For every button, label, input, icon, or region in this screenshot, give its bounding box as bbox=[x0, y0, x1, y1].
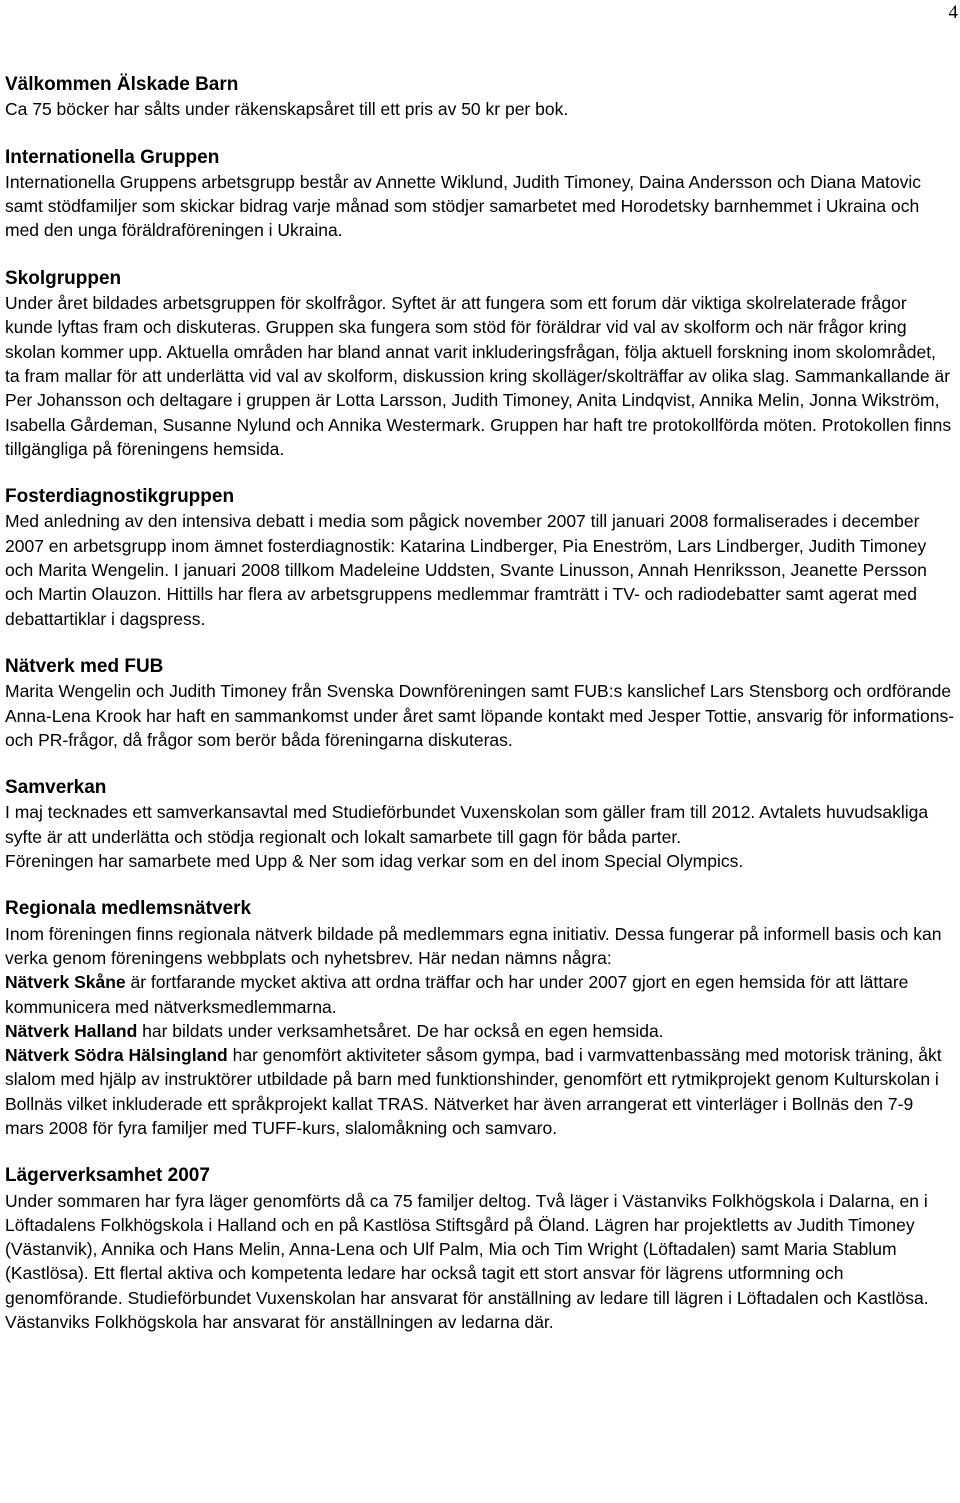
section-paragraph: Med anledning av den intensiva debatt i media som pågick november 2007 till januari 2008 formaliserades i december 2007 en arbetsgrupp inom ämnet fosterdiagnostik: Katarina Lindberger, Pia Eneström, Lars Lindberger, Judith Timoney och Marita Wengelin. I januari 2008 tillkom Madeleine Uddsten, Svante Linusson, Annah Henriksson, Jeanette Persson och Martin Olauzon. Hittills har flera av arbetsgruppens medlemmar framträtt i TV- och radiodebatter samt agerat med debattartiklar i dagspress. bbox=[5, 511, 927, 629]
section-regionala-medlemsnatverk bbox=[5, 897, 955, 1140]
section-heading: Regionala medlemsnätverk bbox=[5, 898, 252, 920]
section-alskade-barn bbox=[5, 73, 955, 122]
section-natverk-med-fub bbox=[5, 655, 955, 752]
section-heading: Välkommen Älskade Barn bbox=[5, 74, 239, 95]
page-number: 4 bbox=[948, 2, 958, 23]
network-skane-paragraph bbox=[5, 970, 955, 1019]
section-skolgruppen bbox=[5, 267, 955, 461]
network-halsingland-name: Nätverk Södra Hälsingland bbox=[5, 1045, 228, 1066]
section-paragraph: Marita Wengelin och Judith Timoney från Svenska Downföreningen samt FUB:s kanslichef Lars Stensborg och ordförande Anna-Lena Krook har haft en sammankomst under året samt löpande kontakt med Jesper Tottie, ansvarig för informations- och PR-frågor, då frågor som berör båda föreningarna diskuteras. bbox=[5, 681, 955, 750]
network-halsingland-text: har genomfört aktiviteter såsom gympa, bad i varmvattenbassäng med motorisk träning, åkt slalom med hjälp av instruktörer utbildade på barn med funktionshinder, genomfört ett rytmikprojekt genom Kulturskolan i Bollnäs vilket inkluderade ett språkprojekt kallat TRAS. Nätverket har även arrangerat ett vinterläger i Bollnäs den 7-9 mars 2008 för fyra familjer med TUFF-kurs, slalomåkning och samvaro. bbox=[5, 1045, 942, 1138]
section-samverkan bbox=[5, 776, 955, 873]
section-fosterdiagnostikgruppen bbox=[5, 485, 955, 631]
network-skane-name: Nätverk Skåne bbox=[5, 972, 126, 993]
section-heading: Fosterdiagnostikgruppen bbox=[5, 486, 235, 508]
section-paragraph: I maj tecknades ett samverkansavtal med Studieförbundet Vuxenskolan som gäller fram till 2012. Avtalets huvudsakliga syfte är att underlätta och stödja regionalt och lokalt samarbete till gagn för båda parter. bbox=[5, 802, 929, 847]
section-paragraph: Under sommaren har fyra läger genomförts då ca 75 familjer deltog. Två läger i Västanviks Folkhögskola i Dalarna, en i Löftadalens Folkhögskola i Halland och en på Kastlösa Stiftsgård på Öland. Lägren har projektletts av Judith Timoney (Västanvik), Annika och Hans Melin, Anna-Lena och Ulf Palm, Mia och Tim Wright (Löftadalen) samt Maria Stablum (Kastlösa). Ett flertal aktiva och kompetenta ledare har också tagit ett stort ansvar för lägrens utformning och genomförande. Studieförbundet Vuxenskolan har ansvarat för anställning av ledare till lägren i Löftadalen och Kastlösa. Västanviks Folkhögskola har ansvarat för anställningen av ledarna där. bbox=[5, 1190, 929, 1333]
section-heading: Internationella Gruppen bbox=[5, 146, 220, 168]
section-paragraph: Internationella Gruppens arbetsgrupp består av Annette Wiklund, Judith Timoney, Daina Andersson och Diana Matovic samt stödfamiljer som skickar bidrag varje månad som stödjer samarbetet med Horodetsky barnhemmet i Ukraina och med den unga föräldraföreningen i Ukraina. bbox=[5, 171, 922, 241]
section-paragraph: Föreningen har samarbete med Upp & Ner som idag verkar som en del inom Special Olympics. bbox=[5, 851, 744, 872]
network-halland-name: Nätverk Halland bbox=[5, 1020, 138, 1041]
section-heading: Lägerverksamhet 2007 bbox=[5, 1165, 210, 1187]
section-paragraph: Ca 75 böcker har sålts under räkenskapsåret till ett pris av 50 kr per bok. bbox=[5, 99, 569, 120]
section-paragraph: Under året bildades arbetsgruppen för skolfrågor. Syftet är att fungera som ett forum där viktiga skolrelaterade frågor kunde lyftas fram och diskuteras. Gruppen ska fungera som stöd för föräldrar vid val av skolform och när frågor kring skolan kommer upp. Aktuella områden har bland annat varit inkluderingsfrågan, följa aktuell forskning inom skolområdet, ta fram mallar för att underlätta vid val av skolform, diskussion kring skolläger/skolträffar av olika slag. Sammankallande är Per Johansson och deltagare i gruppen är Lotta Larsson, Judith Timoney, Anita Lindqvist, Annika Melin, Jonna Wikström, Isabella Gårdeman, Susanne Nylund och Annika Westermark. Gruppen har haft tre protokollförda möten. Protokollen finns tillgängliga på föreningens hemsida. bbox=[5, 293, 952, 459]
document-body bbox=[5, 73, 955, 1358]
section-heading: Nätverk med FUB bbox=[5, 655, 164, 677]
section-internationella-gruppen bbox=[5, 146, 955, 243]
section-paragraph: Inom föreningen finns regionala nätverk bildade på medlemmars egna initiativ. Dessa fungerar på informell basis och kan verka genom föreningens webbplats och nyhetsbrev. Här nedan nämns några: bbox=[5, 923, 942, 968]
section-lagerverksamhet bbox=[5, 1164, 955, 1334]
network-skane-text: är fortfarande mycket aktiva att ordna träffar och har under 2007 gjort en egen hemsida för att lättare kommunicera med nätverksmedlemmarna. bbox=[5, 972, 909, 1017]
section-heading: Samverkan bbox=[5, 777, 107, 799]
section-heading: Skolgruppen bbox=[5, 267, 122, 289]
network-halland-paragraph bbox=[5, 1019, 955, 1043]
network-halsingland-paragraph bbox=[5, 1043, 955, 1140]
network-halland-text: har bildats under verksamhetsåret. De har också en egen hemsida. bbox=[137, 1020, 664, 1041]
